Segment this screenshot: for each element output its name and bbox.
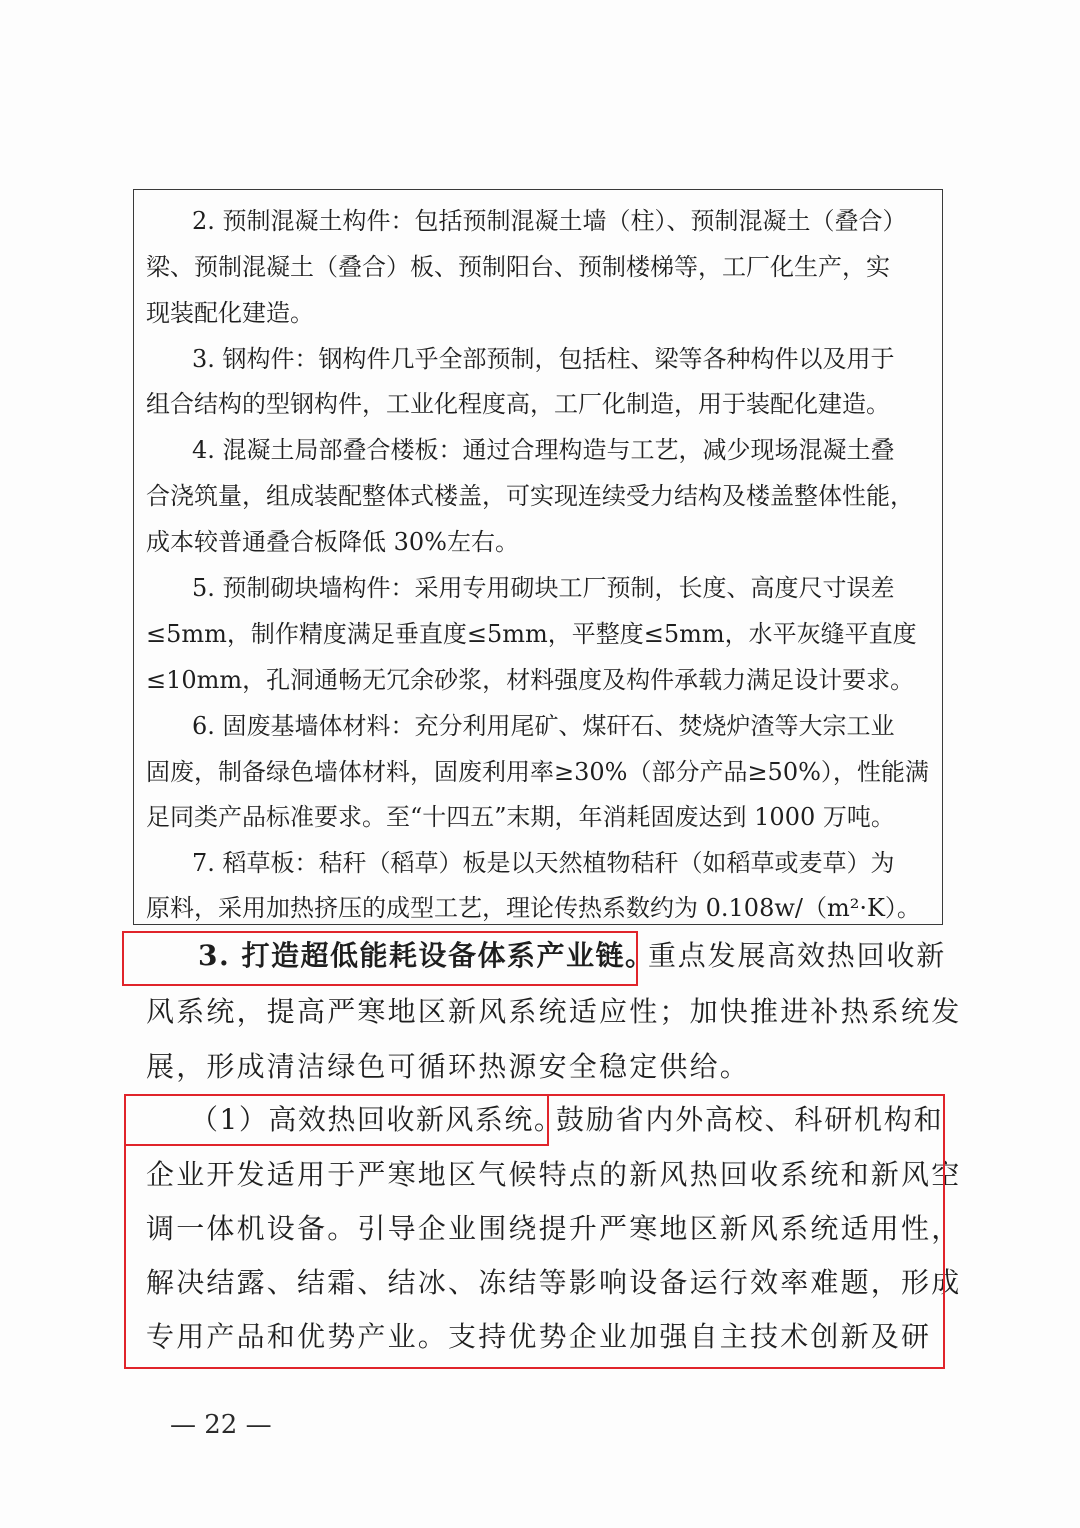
item-4-line-3: 成本较普通叠合板降低 30%左右。 <box>146 528 519 556</box>
item-3-line-2: 组合结构的型钢构件，工业化程度高，工厂化制造，用于装配化建造。 <box>146 390 890 418</box>
item-2-line-1: 2. 预制混凝土构件：包括预制混凝土墙（柱）、预制混凝土（叠合） <box>192 207 907 235</box>
framed-text-box <box>133 189 943 925</box>
highlight-box-section-3-heading <box>122 931 638 986</box>
sub-1-text-line-5: 专用产品和优势产业。支持优势企业加强自主技术创新及研 <box>146 1320 932 1353</box>
item-4-line-2: 合浇筑量，组成装配整体式楼盖，可实现连续受力结构及楼盖整体性能， <box>146 482 914 510</box>
page-number: — 22 — <box>170 1410 272 1440</box>
item-2-line-3: 现装配化建造。 <box>146 299 314 327</box>
sub-1-text-line-2: 企业开发适用于严寒地区气候特点的新风热回收系统和新风空 <box>146 1158 962 1191</box>
item-6-line-2: 固废，制备绿色墙体材料，固废利用率≥30%（部分产品≥50%），性能满 <box>146 758 929 786</box>
item-2-line-2: 梁、预制混凝土（叠合）板、预制阳台、预制楼梯等，工厂化生产，实 <box>146 253 890 281</box>
sub-1-text-line-1: 鼓励省内外高校、科研机构和 <box>556 1103 944 1136</box>
item-6-line-1: 6. 固废基墙体材料：充分利用尾矿、煤矸石、焚烧炉渣等大宗工业 <box>192 712 895 740</box>
sub-1-text-line-4: 解决结露、结霜、结冰、冻结等影响设备运行效率难题，形成 <box>146 1266 962 1299</box>
item-5-line-2: ≤5mm，制作精度满足垂直度≤5mm，平整度≤5mm，水平灰缝平直度 <box>146 620 917 648</box>
item-7-line-2: 原料，采用加热挤压的成型工艺，理论传热系数约为 0.108w/（m²·K）。 <box>146 894 921 922</box>
item-7-line-1: 7. 稻草板：秸秆（稻草）板是以天然植物秸秆（如稻草或麦草）为 <box>192 849 895 877</box>
section-3-text-line-3: 展，形成清洁绿色可循环热源安全稳定供给。 <box>146 1050 751 1083</box>
item-5-line-3: ≤10mm，孔洞通畅无冗余砂浆，材料强度及构件承载力满足设计要求。 <box>146 666 915 694</box>
highlight-box-sub-1-paragraph <box>124 1094 945 1369</box>
item-5-line-1: 5. 预制砌块墙构件：采用专用砌块工厂预制，长度、高度尺寸误差 <box>192 574 895 602</box>
sub-1-heading: （1）高效热回收新风系统。 <box>190 1103 564 1136</box>
sub-1-text-line-3: 调一体机设备。引导企业围绕提升严寒地区新风系统适用性， <box>146 1212 962 1245</box>
section-3-heading: 3. 打造超低能耗设备体系产业链。 <box>198 939 655 972</box>
item-6-line-3: 足同类产品标准要求。至“十四五”末期，年消耗固废达到 1000 万吨。 <box>146 803 895 831</box>
item-4-line-1: 4. 混凝土局部叠合楼板：通过合理构造与工艺，减少现场混凝土叠 <box>192 436 895 464</box>
section-3-text-line-1: 重点发展高效热回收新 <box>648 939 947 972</box>
section-3-text-line-2: 风系统，提高严寒地区新风系统适应性；加快推进补热系统发 <box>146 995 962 1028</box>
item-3-line-1: 3. 钢构件：钢构件几乎全部预制，包括柱、梁等各种构件以及用于 <box>192 345 895 373</box>
